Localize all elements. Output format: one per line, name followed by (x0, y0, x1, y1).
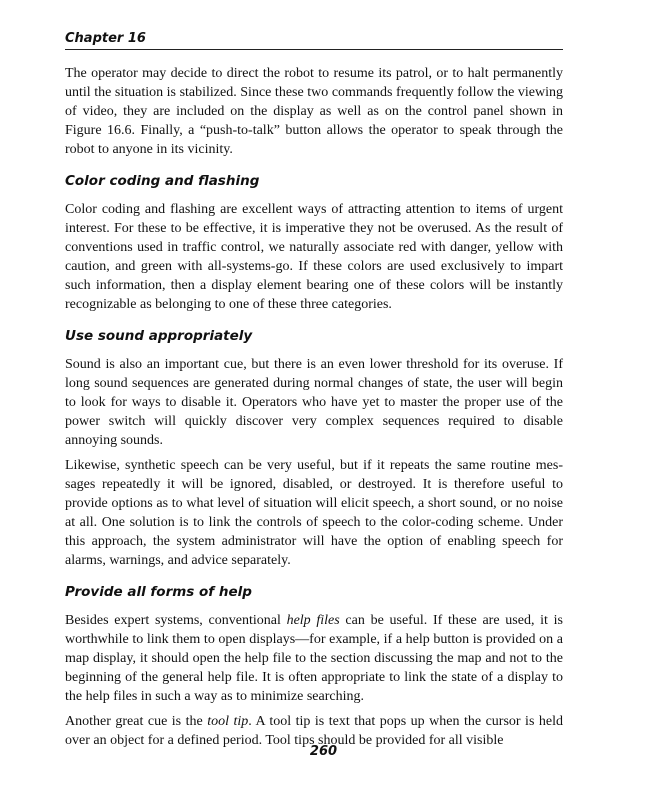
paragraph-color-coding: Color coding and flashing are excellent ways of attracting attention to items of urgent interest. For these to be effective, it is imperative they not be overused. As the result of conventions used in traffic control, we naturally associate red with danger, yellow with caution, and green with all-systems-go. If these colors are used exclusively to impart such information, then a display element bearing one of these colors will be instantly recognizable as belonging to one of these three categories. (65, 202, 563, 312)
help-files-term: help files (286, 613, 340, 628)
page-number: 260 (309, 744, 338, 759)
paragraph-synthetic-speech: Likewise, synthetic speech can be very useful, but if it repeats the same routine messages repeatedly it will be ignored, disabled, or destroyed. It is therefore useful to provide options as to what level of situation will elicit speech, a short sound, or no noise at all. One solution is to link the controls of speech to the color-coding scheme. Under this approach, the system administrator will have the option of enabling speech for alarms, warnings, and advice separately. (65, 458, 563, 568)
header-rule (65, 49, 563, 50)
help-files-text-b: can be useful. If these are used, it is worthwhile to link them to open displays—for example, if a help button is provided on a map display, it should open the help file to the section discussing the map and not to the beginning of the general help file. It is often appropriate to link the state of a display to the help files in such a way as to minimize searching. (65, 613, 563, 704)
section-heading-help: Provide all forms of help (65, 584, 252, 600)
paragraph-sound-cue: Sound is also an important cue, but there is an even lower threshold for its overuse. If long sound sequences are generated during normal changes of state, the user will begin to look for ways to disable it. Operators who have yet to master the proper use of the power switch will quickly discover very complex sequences required to disable annoying sounds. (65, 357, 563, 448)
tool-tip-term: tool tip (207, 714, 249, 729)
paragraph-operator-commands: The operator may decide to direct the robot to resume its patrol, or to halt permanently until the situation is stabilized. Since these two commands frequently follow the viewing of video, they are included on the display as well as on the control panel shown in Figure 16.6. Finally, a “push-to-talk” button allows the operator to speak through the robot to anyone in its vicinity. (65, 66, 563, 157)
help-files-text-a: Besides expert systems, conventional (65, 613, 287, 628)
section-heading-color-coding: Color coding and flashing (65, 173, 260, 189)
paragraph-help-files (65, 611, 563, 706)
tool-tip-text-b: . A tool tip is text that pops up when the cursor is held over an object for a defined period. Tool tips should be provided for all visible (65, 714, 563, 748)
running-head: Chapter 16 (65, 31, 146, 46)
page-body (65, 64, 563, 756)
tool-tip-text-a: Another great cue is the (65, 714, 208, 729)
section-heading-sound: Use sound appropriately (65, 328, 253, 344)
